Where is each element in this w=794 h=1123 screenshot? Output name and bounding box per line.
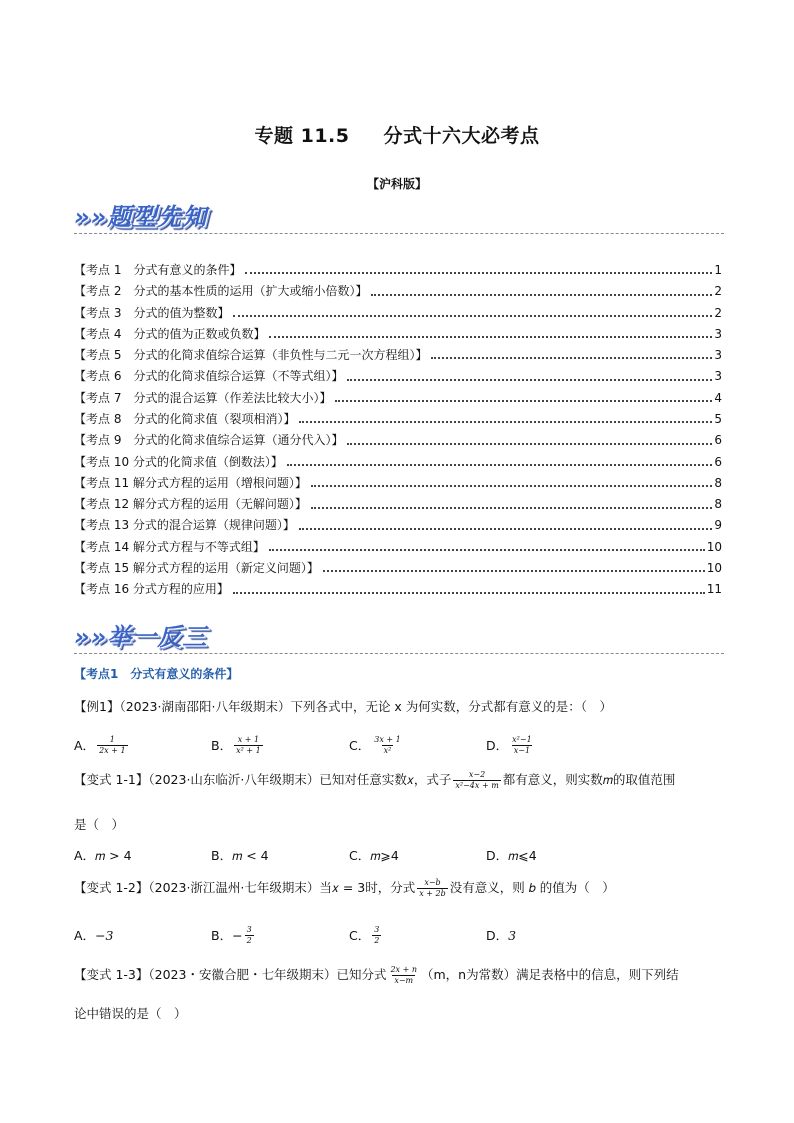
option-a: A． $\frac{1}{2x + 1}$	[74, 734, 126, 755]
toc-leader-dots	[371, 294, 712, 296]
toc-entry[interactable]	[74, 426, 722, 447]
option-c: C． $\frac{3x + 1}{\text{x²}}$	[349, 734, 401, 755]
toc-leader-dots	[311, 485, 712, 487]
banner-divider	[74, 653, 724, 654]
title-sub: 分式十六大必考点	[383, 125, 540, 147]
toc-entry[interactable]	[74, 320, 722, 341]
option-b: B． $\frac{x + 1}{\text{x² + 1}}$	[211, 734, 261, 755]
toc-page-number: 9	[714, 518, 722, 533]
toc-page-number: 5	[714, 411, 722, 426]
toc-page-number: 10	[706, 539, 722, 554]
toc-page-number: 1	[714, 262, 722, 277]
toc-entry-label: 【考点 8 分式的化简求值（裂项相消）】	[74, 411, 296, 426]
toc-entry-label: 【考点 7 分式的混合运算（作差法比较大小）】	[74, 390, 332, 405]
toc-entry[interactable]	[74, 341, 722, 362]
toc-page-number: 2	[714, 284, 722, 299]
variant-1-2-options	[74, 920, 724, 950]
toc-leader-dots	[233, 592, 705, 594]
examples-banner	[74, 620, 724, 654]
toc-entry[interactable]	[74, 362, 722, 383]
toc-entry-label: 【考点 2 分式的基本性质的运用（扩大或缩小倍数）】	[74, 284, 368, 299]
toc-entry-label: 【考点 15 解分式方程的运用（新定义问题）】	[74, 561, 319, 576]
toc-page-number: 10	[706, 561, 722, 576]
toc-leader-dots	[269, 336, 712, 338]
toc-entry-label: 【考点 10 分式的化简求值（倒数法）】	[74, 454, 283, 469]
variant-1-2-question: 【变式 1-2】（2023·浙江温州·七年级期末）当𝑥 = 3时，分式 $\frac{x-b}{x + 2b}$ 没有意义，则 𝑏 的值为（ ）	[74, 878, 615, 898]
edition-label: 【沪科版】	[366, 177, 427, 191]
variant-1-3-question: 【变式 1-3】（2023・安徽合肥・七年级期末）已知分式 $\frac{2x + n}{x-m}$ （m，n为常数）满足表格中的信息，则下列结	[74, 965, 679, 985]
toc-entry-label: 【考点 9 分式的化简求值综合运算（通分代入）】	[74, 433, 344, 448]
toc-entry-label: 【考点 1 分式有意义的条件】	[74, 262, 242, 277]
toc-leader-dots	[311, 507, 712, 509]
toc-entry[interactable]	[74, 405, 722, 426]
toc-page-number: 3	[714, 348, 722, 363]
toc-page-number: 6	[714, 454, 722, 469]
toc-entry-label: 【考点 3 分式的值为整数】	[74, 305, 230, 320]
variant-1-1-options	[74, 840, 724, 870]
toc-page-number: 3	[714, 369, 722, 384]
toc-entry[interactable]	[74, 533, 722, 554]
overview-banner	[74, 200, 724, 234]
toc-leader-dots	[431, 357, 712, 359]
toc-page-number: 6	[714, 433, 722, 448]
toc-leader-dots	[287, 464, 712, 466]
toc-leader-dots	[323, 570, 705, 572]
toc-entry-label: 【考点 6 分式的化简求值综合运算（不等式组）】	[74, 369, 344, 384]
toc-leader-dots	[347, 379, 712, 381]
toc-entry-label: 【考点 13 分式的混合运算（规律问题）】	[74, 518, 295, 533]
toc-leader-dots	[299, 421, 712, 423]
toc-page-number: 11	[706, 582, 722, 597]
overview-banner-text: »»题型先知	[74, 203, 208, 231]
toc-entry-label: 【考点 4 分式的值为正数或负数】	[74, 326, 266, 341]
toc-entry-label: 【考点 12 解分式方程的运用（无解问题）】	[74, 497, 307, 512]
toc-entry[interactable]	[74, 384, 722, 405]
toc-entry[interactable]	[74, 554, 722, 575]
option-d: D． $\frac{\text{x²−1}}{x-1}$	[486, 734, 532, 755]
toc-page-number: 3	[714, 326, 722, 341]
toc-entry[interactable]	[74, 256, 722, 277]
toc-page-number: 8	[714, 475, 722, 490]
example-1-options	[74, 730, 724, 760]
toc-entry-label: 【考点 14 解分式方程与不等式组】	[74, 539, 265, 554]
toc-leader-dots	[347, 443, 712, 445]
toc-page-number: 2	[714, 305, 722, 320]
option-c: C．𝑚⩾4	[349, 848, 399, 863]
toc-entry-label: 【考点 5 分式的化简求值综合运算（非负性与二元一次方程组）】	[74, 348, 428, 363]
variant-1-1-question: 【变式 1-1】（2023·山东临沂·八年级期末）已知对任意实数𝑥，式子 $\frac{x-2}{\text{x²−4x + m}}$ 都有意义，则实数𝑚的取值范围	[74, 770, 676, 790]
toc-leader-dots	[245, 272, 712, 274]
page-title	[0, 121, 794, 148]
toc-page-number: 4	[714, 390, 722, 405]
toc-entry[interactable]	[74, 277, 722, 298]
toc-entry[interactable]	[74, 512, 722, 533]
toc-entry[interactable]	[74, 448, 722, 469]
toc-entry[interactable]	[74, 490, 722, 511]
title-main: 专题 11.5	[254, 125, 350, 147]
option-a: A．𝑚 > 4	[74, 848, 132, 863]
variant-1-3-question-line2: 论中错误的是（ ）	[74, 1006, 187, 1021]
toc-entry-label: 【考点 11 解分式方程的运用（增根问题）】	[74, 475, 307, 490]
option-c: C． $\frac{3}{2}$	[349, 924, 380, 945]
example-1-question: 【例1】（2023·湖南邵阳·八年级期末）下列各式中，无论 x 为何实数，分式都有意义的是：（ ）	[74, 699, 613, 714]
option-b: B．𝑚 < 4	[211, 848, 269, 863]
toc-entry[interactable]	[74, 469, 722, 490]
toc-page-number: 8	[714, 497, 722, 512]
toc-entry[interactable]	[74, 575, 722, 596]
variant-1-1-question-line2: 是（ ）	[74, 817, 125, 832]
toc-entry[interactable]	[74, 299, 722, 320]
table-of-contents	[74, 256, 722, 597]
section-heading: 【考点1 分式有意义的条件】	[74, 667, 239, 681]
examples-banner-text: »»举一反三	[74, 623, 208, 651]
option-a: A． −3	[74, 927, 114, 943]
banner-divider	[74, 233, 724, 234]
toc-leader-dots	[233, 315, 712, 317]
toc-leader-dots	[335, 400, 712, 402]
option-b: B． − $\frac{3}{2}$	[211, 924, 252, 945]
option-d: D．𝑚⩽4	[486, 848, 537, 863]
toc-entry-label: 【考点 16 分式方程的应用】	[74, 582, 229, 597]
option-d: D． 3	[486, 927, 517, 943]
toc-leader-dots	[299, 528, 712, 530]
toc-leader-dots	[269, 549, 705, 551]
